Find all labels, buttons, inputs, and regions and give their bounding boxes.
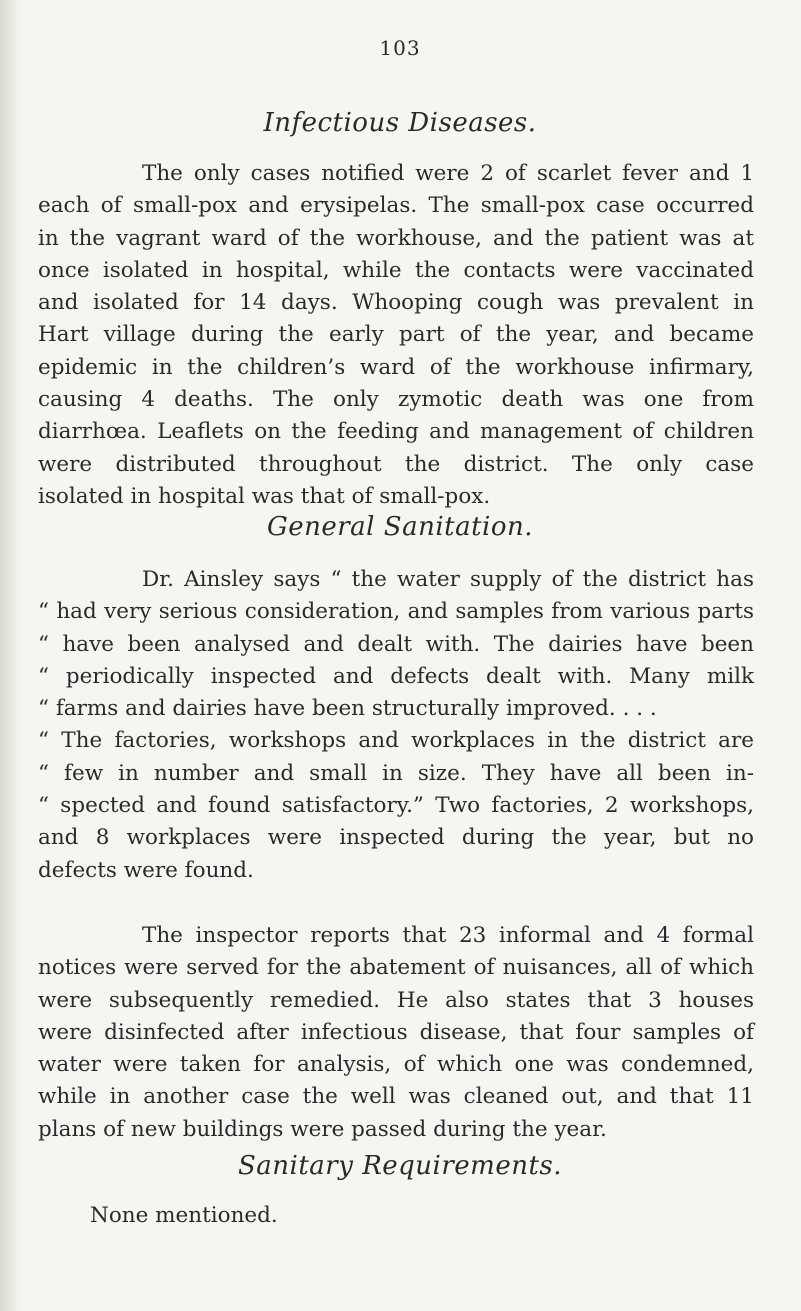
paragraph-inspector-report: [38, 920, 754, 1146]
paragraph-general-sanitation-quote: [38, 564, 754, 887]
paragraph-infectious-diseases: [38, 158, 754, 513]
text-line: diarrhœa. Leaflets on the feeding and management of children: [38, 419, 754, 445]
text-line: Hart village during the early part of the year, and became: [38, 322, 754, 348]
text-line: once isolated in hospital, while the contacts were vaccinated: [38, 257, 754, 283]
page-number: 103: [379, 36, 421, 60]
text-line: The inspector reports that 23 informal and 4 formal: [142, 923, 754, 948]
section-title-general-sanitation: General Sanitation.: [266, 512, 534, 542]
page-edge-shadow: [0, 0, 22, 1311]
text-line: defects were found.: [38, 857, 254, 883]
text-line: and isolated for 14 days. Whooping cough was prevalent in: [38, 290, 754, 316]
text-line: were distributed throughout the district. The only case: [38, 451, 754, 477]
text-line: notices were served for the abatement of nuisances, all of which: [38, 955, 754, 981]
section-title-infectious-diseases: Infectious Diseases.: [263, 108, 537, 138]
text-line: water were taken for analysis, of which one was condemned,: [38, 1052, 754, 1078]
text-line: causing 4 deaths. The only zymotic death was one from: [38, 387, 754, 413]
text-line: The only cases notified were 2 of scarlet fever and 1: [142, 161, 754, 186]
text-line: epidemic in the children’s ward of the workhouse infirmary,: [38, 354, 754, 380]
text-line: “ had very serious consideration, and samples from various parts: [38, 599, 754, 625]
text-line: while in another case the well was cleaned out, and that 11: [38, 1084, 754, 1110]
text-line: “ periodically inspected and defects dealt with. Many milk: [38, 663, 754, 689]
text-line: and 8 workplaces were inspected during the year, but no: [38, 825, 754, 851]
text-line: plans of new buildings were passed during the year.: [38, 1116, 607, 1142]
text-line: were disinfected after infectious disease, that four samples of: [38, 1019, 754, 1045]
text-line: isolated in hospital was that of small-pox.: [38, 483, 491, 509]
text-line: were subsequently remedied. He also states that 3 houses: [38, 987, 754, 1013]
text-line: Dr. Ainsley says “ the water supply of the district has: [142, 567, 754, 592]
text-line: “ The factories, workshops and workplaces in the district are: [38, 728, 754, 754]
text-line: “ few in number and small in size. They have all been in-: [38, 760, 754, 786]
text-line: None mentioned.: [90, 1203, 278, 1228]
text-line: in the vagrant ward of the workhouse, and the patient was at: [38, 225, 754, 251]
section-title-sanitary-requirements: Sanitary Requirements.: [237, 1151, 563, 1181]
text-line: “ have been analysed and dealt with. The dairies have been: [38, 631, 754, 657]
text-line: “ spected and found satisfactory.” Two factories, 2 workshops,: [38, 793, 754, 819]
text-line: “ farms and dairies have been structurally improved. . . .: [38, 696, 657, 722]
text-line: each of small-pox and erysipelas. The small-pox case occurred: [38, 193, 754, 219]
paragraph-sanitary-requirements: [90, 1200, 754, 1232]
